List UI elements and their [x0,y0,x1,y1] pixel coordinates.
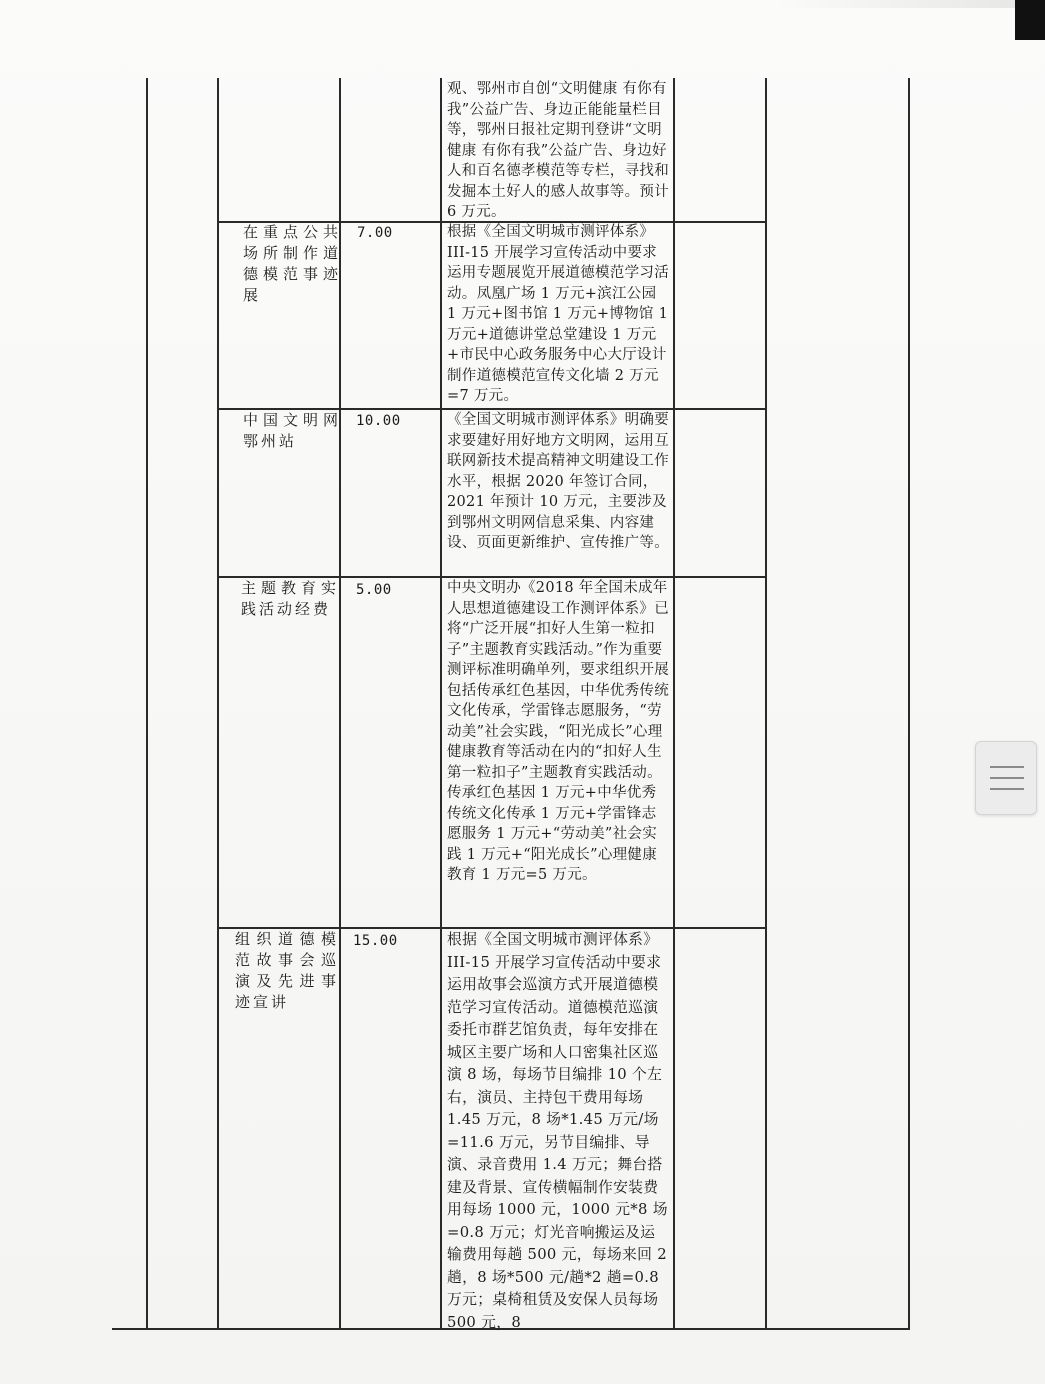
table-row-3-description: 中央文明办《2018 年全国未成年人思想道德建设工作测评体系》已将“广泛开展“扣好人生第一粒扣子”主题教育实践活动。”作为重要测评标准明确单列，要求组织开展包括传承红色基因，中华优秀传统文化传承，学雷锋志愿服务，“劳动美”社会实践，“阳光成长”心理健康教育等活动在内的“扣好人生第一粒扣子”主题教育实践活动。传承红色基因 1 万元+中华优秀传统文化传承 1 万元+学雷锋志愿服务 1 万元+“劳动美”社会实践 1 万元+“阳光成长”心理健康教育 1 万元=5 万元。 [447,580,669,883]
table-row-3-amount: 5.00 [356,582,392,598]
table-divider-1 [217,78,219,1330]
table-row-2-description: 《全国文明城市测评体系》明确要求要建好用好地方文明网，运用互联网新技术提高精神文明建设工作水平，根据 2020 年签订合同，2021 年预计 10 万元，主要涉及到鄂州文明网信息采集、内容建设、页面更新维护、宣传推广等。 [447,412,669,551]
table-row-1-description: 根据《全国文明城市测评体系》III-15 开展学习宣传活动中要求运用专题展览开展道德模范学习活动。凤凰广场 1 万元+滨江公园 1 万元+图书馆 1 万元+博物馆 1 万元+道德讲堂总堂建设 1 万元+市民中心政务服务中心大厅设计制作道德模范宣传文化墙 2 万元=7 万元。 [447,224,669,404]
table-row-4-amount: 15.00 [353,933,398,949]
table-row-4-item: 组织道德模范故事会巡演及先进事迹宣讲 [235,930,339,1011]
table-row-3-item: 主题教育实践活动经费 [241,579,339,618]
table-row-0-description: 观、鄂州市自创“文明健康 有你有我”公益广告、身边正能能量栏目等，鄂州日报社定期刊登讲“文明健康 有你有我”公益广告、身边好人和百名德孝模范等专栏，寻找和发掘本土好人的感人故事等。预计 6 万元。 [447,81,669,220]
menu-bar-2 [990,777,1024,779]
table-row-4-description: 根据《全国文明城市测评体系》III-15 开展学习宣传活动中要求运用故事会巡演方式开展道德模范学习宣传活动。道德模范巡演委托市群艺馆负责，每年安排在城区主要广场和人口密集社区巡演 8 场，每场节目编排 10 个左右，演员、主持包干费用每场 1.45 万元，8 场*1.45 万元/场=11.6 万元，另节目编排、导演、录音费用 1.4 万元；舞台搭建及背景、宣传横幅制作安装费用每场 1000 元，1000 元*8 场=0.8 万元；灯光音响搬运及运输费用每趟 500 元，每场来回 2 趟，8 场*500 元/趟*2 趟=0.8 万元；桌椅租赁及安保人员每场 500 元，8 [447,931,668,1331]
table-border-left [146,78,148,1330]
menu-bar-3 [990,788,1024,790]
table-row-2-item: 中国文明网鄂州站 [243,411,341,450]
scan-edge-shadow [1015,0,1045,40]
table-row-1-item: 在重点公共场所制作道德模范事迹展 [243,223,341,304]
table-divider-4 [673,78,675,1330]
table-divider-5 [765,78,767,1330]
hamburger-menu-icon[interactable] [975,741,1037,815]
table-row-1-amount: 7.00 [357,225,393,241]
table-border-right [908,78,910,1330]
menu-bar-1 [990,766,1024,768]
table-row-2-amount: 10.00 [356,413,401,429]
scan-edge-gradient [775,0,1015,8]
table-divider-3 [440,78,442,1330]
